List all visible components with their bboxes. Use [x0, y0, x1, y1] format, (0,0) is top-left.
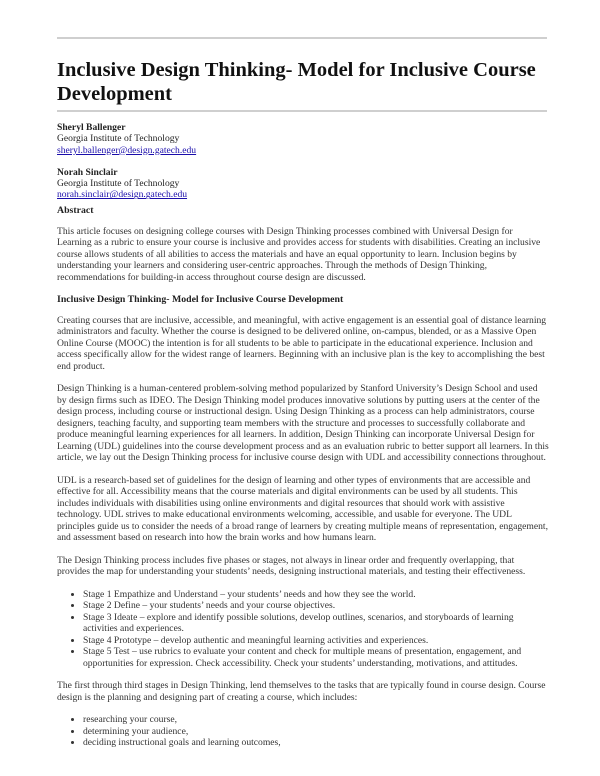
body-paragraph: UDL is a research-based set of guidelines for the design of learning and other types of environments that are accessible and effective for all. Accessibility means that the course materials and digital environments can be used by all students. This includes individuals with disabilities using online environments and digital resources that should work with assistive technology. UDL strives to make educational environments welcoming, accessible, and usable for everyone. The UDL principles guide us to consider the needs of a broad range of learners by creating multiple means of representation, engagement, and assessment based on research into how the brain works and how humans learn. — [57, 474, 548, 543]
author-email-link[interactable]: norah.sinclair@design.gatech.edu — [57, 189, 188, 201]
author-affiliation: Georgia Institute of Technology — [57, 178, 180, 190]
course-design-list — [57, 714, 549, 749]
author-email-link[interactable]: sheryl.ballenger@design.gatech.edu — [57, 144, 197, 156]
paper-title: Inclusive Design Thinking- Model for Inclusive Course Development — [57, 59, 536, 105]
author-1 — [57, 122, 196, 156]
list-item: • determining your audience, — [83, 726, 549, 738]
stages-list — [57, 589, 549, 670]
list-item: • deciding instructional goals and learning outcomes, — [83, 737, 549, 749]
list-item: • Stage 2 Define – your students’ needs and your course objectives. — [83, 600, 549, 612]
section-heading: Inclusive Design Thinking- Model for Inclusive Course Development — [57, 294, 344, 305]
author-2 — [57, 167, 196, 201]
paper-body — [57, 205, 549, 760]
body-paragraph: Design Thinking is a human-centered problem-solving method popularized by Stanford University’s Design School and used by design firms such as IDEO. The Design Thinking model produces innovative solutions by putting users at the center of the design process, including course or instructional design. Using Design Thinking as a process can help administrators, course designers, teaching faculty, and supporting team members with the structure and processes to successfully collaborate and produce meaningful learning experiences for all learners. In addition, Design Thinking can incorporate Universal Design for Learning (UDL) guidelines into the course development process and as an evaluation rubric to better support all learners. In this article, we lay out the Design Thinking process for inclusive course design with UDL and accessibility connections throughout. — [57, 383, 549, 463]
body-paragraph: The Design Thinking process includes five phases or stages, not always in linear order and frequently overlapping, that provides the map for understanding your students’ needs, designing instructional materials, and testing their effectiveness. — [57, 554, 526, 577]
author-affiliation: Georgia Institute of Technology — [57, 133, 180, 145]
top-divider — [57, 37, 547, 39]
list-item: • researching your course, — [83, 714, 549, 726]
author-block — [57, 122, 196, 212]
body-paragraph: Creating courses that are inclusive, accessible, and meaningful, with active engagement is an essential goal of distance learning administrators and faculty. Whether the course is designed to be delivered online, on-campus, blended, or as a Massive Open Online Course (MOOC) the intention is for all students to be able to participate in the educational experience. Inclusion and access specifically allow for the widest range of learners. Beginning with an inclusive plan is the key to accomplishing the best end product. — [57, 314, 547, 372]
body-paragraph: The first through third stages in Design Thinking, lend themselves to the tasks that are typically found in course design. Course design is the planning and designing part of creating a course, which includes: — [57, 680, 546, 703]
list-item: • Stage 4 Prototype – develop authentic and meaningful learning activities and experiences. — [83, 635, 549, 647]
list-item: • Stage 5 Test – use rubrics to evaluate your content and check for multiple means of presentation, engagement, and opportunities for expression. Check accessibility. Check your students’ understanding, motivations, and attitudes. — [83, 646, 549, 669]
list-item: • Stage 1 Empathize and Understand – your students’ needs and how they see the world. — [83, 589, 549, 601]
author-name: Sheryl Ballenger — [57, 122, 126, 133]
title-divider — [57, 110, 547, 112]
abstract-heading: Abstract — [57, 205, 94, 216]
author-name: Norah Sinclair — [57, 166, 118, 178]
list-item: • Stage 3 Ideate – explore and identify possible solutions, develop outlines, scenarios, and storyboards of learning activities and experiences. — [83, 612, 549, 635]
abstract-text: This article focuses on designing college courses with Design Thinking processes combined with Universal Design for Learning as a rubric to ensure your course is inclusive and provides access for students with disabilities. Creating an inclusive course allows students of all abilities to access the materials and have an equal opportunity to learn. Inclusion begins by understanding your learners and considering user-centric approaches. Through the methods of Design Thinking, recommendations for building-in access throughout course design are discussed. — [57, 225, 541, 283]
